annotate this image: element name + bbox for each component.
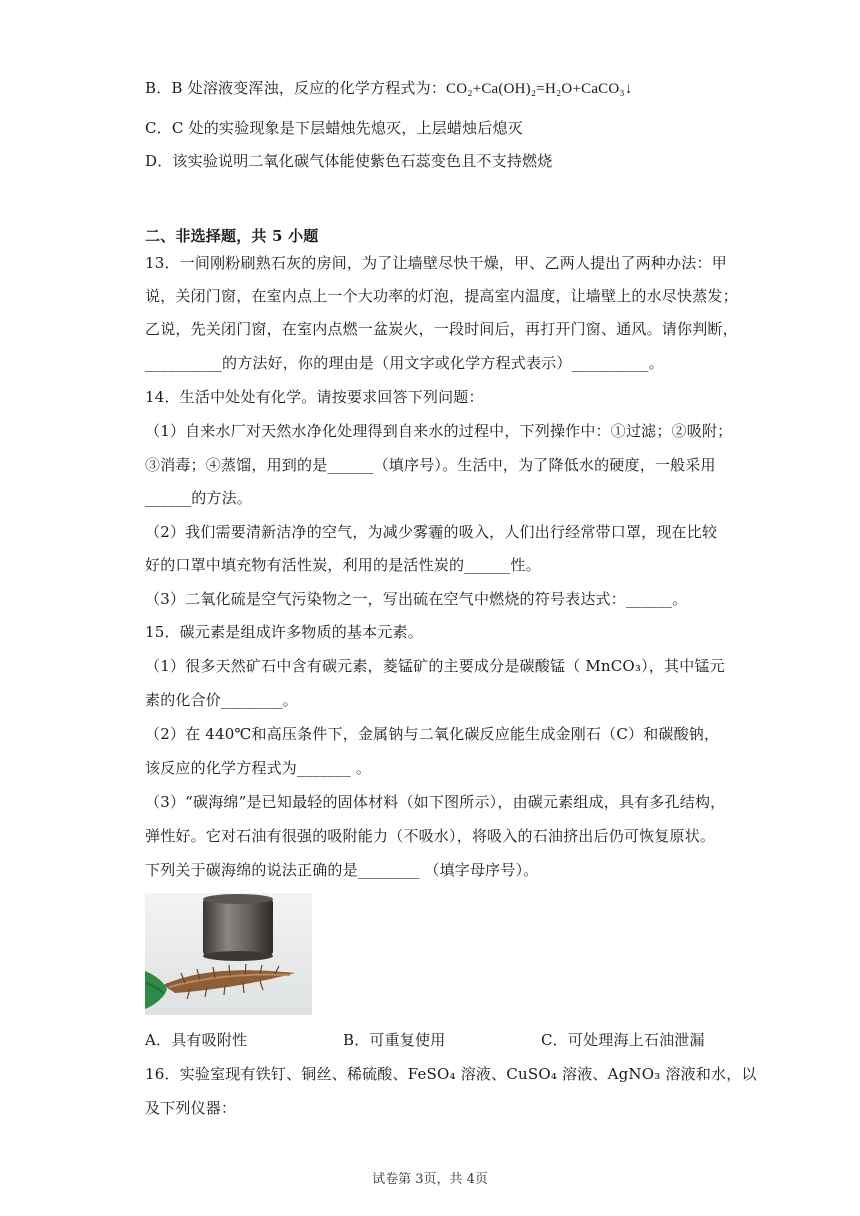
q15-line-1: 15．碳元素是组成许多物质的基本元素。 (145, 623, 423, 641)
q14-line-1: 14．生活中处处有化学。请按要求回答下列问题： (145, 388, 484, 406)
q15-line-6: （3）“碳海绵”是已知最轻的固体材料（如下图所示），由碳元素组成，具有多孔结构， (145, 793, 726, 811)
q14-line-2: （1）自来水厂对天然水净化处理得到自来水的过程中，下列操作中：①过滤；②吸附； (145, 422, 733, 440)
option-d: D．该实验说明二氧化碳气体能使紫色石蕊变色且不支持燃烧 (145, 152, 553, 170)
q13-line-2: 说，关闭门窗，在室内点上一个大功率的灯泡，提高室内温度，让墙壁上的水尽快蒸发； (145, 287, 738, 305)
q14-line-6: 好的口罩中填充物有活性炭，利用的是活性炭的______性。 (145, 556, 541, 574)
q16-line-2: 及下列仪器： (145, 1099, 237, 1117)
option-b-choice: B．可重复使用 (343, 1031, 446, 1049)
section-title: 二、非选择题，共 5 小题 (145, 227, 319, 245)
q13-line-3: 乙说，先关闭门窗，在室内点燃一盆炭火，一段时间后，再打开门窗、通风。请你判断， (145, 320, 738, 338)
q13-line-1: 13．一间刚粉刷熟石灰的房间，为了让墙壁尽快干燥，甲、乙两人提出了两种办法：甲 (145, 254, 727, 272)
q15-line-3: 素的化合价________。 (145, 691, 298, 709)
page-footer: 试卷第 3页，共 4页 (372, 1172, 488, 1187)
q15-line-2: （1）很多天然矿石中含有碳元素，菱锰矿的主要成分是碳酸锰（ MnCO₃），其中锰元 (145, 657, 725, 675)
q13-line-4: __________的方法好，你的理由是（用文字或化学方程式表示）__________。 (145, 354, 664, 372)
q14-line-7: （3）二氧化硫是空气污染物之一，写出硫在空气中燃烧的符号表达式：______。 (145, 590, 688, 608)
carbon-sponge-photo (145, 893, 312, 1015)
option-a: A．具有吸附性 (145, 1031, 248, 1049)
option-c: C．C 处的实验现象是下层蜡烛先熄灭，上层蜡烛后熄灭 (145, 119, 523, 137)
option-b-formula: CO₂+Ca(OH)₂=H₂O+CaCO₃↓ (446, 81, 633, 97)
q15-line-4: （2）在 440℃和高压条件下，金属钠与二氧化碳反应能生成金刚石（C）和碳酸钠， (145, 725, 720, 743)
q14-line-4: ______的方法。 (145, 489, 253, 507)
option-b (145, 77, 633, 100)
q15-line-7: 弹性好。它对石油有很强的吸附能力（不吸水），将吸入的石油挤出后仍可恢复原状。 (145, 827, 716, 845)
option-c-choice: C．可处理海上石油泄漏 (541, 1031, 705, 1049)
option-b-text: B．B 处溶液变浑浊，反应的化学方程式为： (145, 79, 447, 97)
q14-line-5: （2）我们需要清新洁净的空气，为减少雾霾的吸入，人们出行经常带口罩，现在比较 (145, 523, 718, 541)
q15-line-8: 下列关于碳海绵的说法正确的是________ （填字母序号）。 (145, 861, 539, 879)
q14-line-3: ③消毒；④蒸馏，用到的是______（填序号）。生活中，为了降低水的硬度，一般采用 (145, 456, 716, 474)
q15-line-5: 该反应的化学方程式为_______ 。 (145, 759, 372, 777)
q16-line-1: 16．实验室现有铁钉、铜丝、稀硫酸、FeSO₄ 溶液、CuSO₄ 溶液、AgNO₃ 溶液和水，以 (145, 1065, 757, 1083)
